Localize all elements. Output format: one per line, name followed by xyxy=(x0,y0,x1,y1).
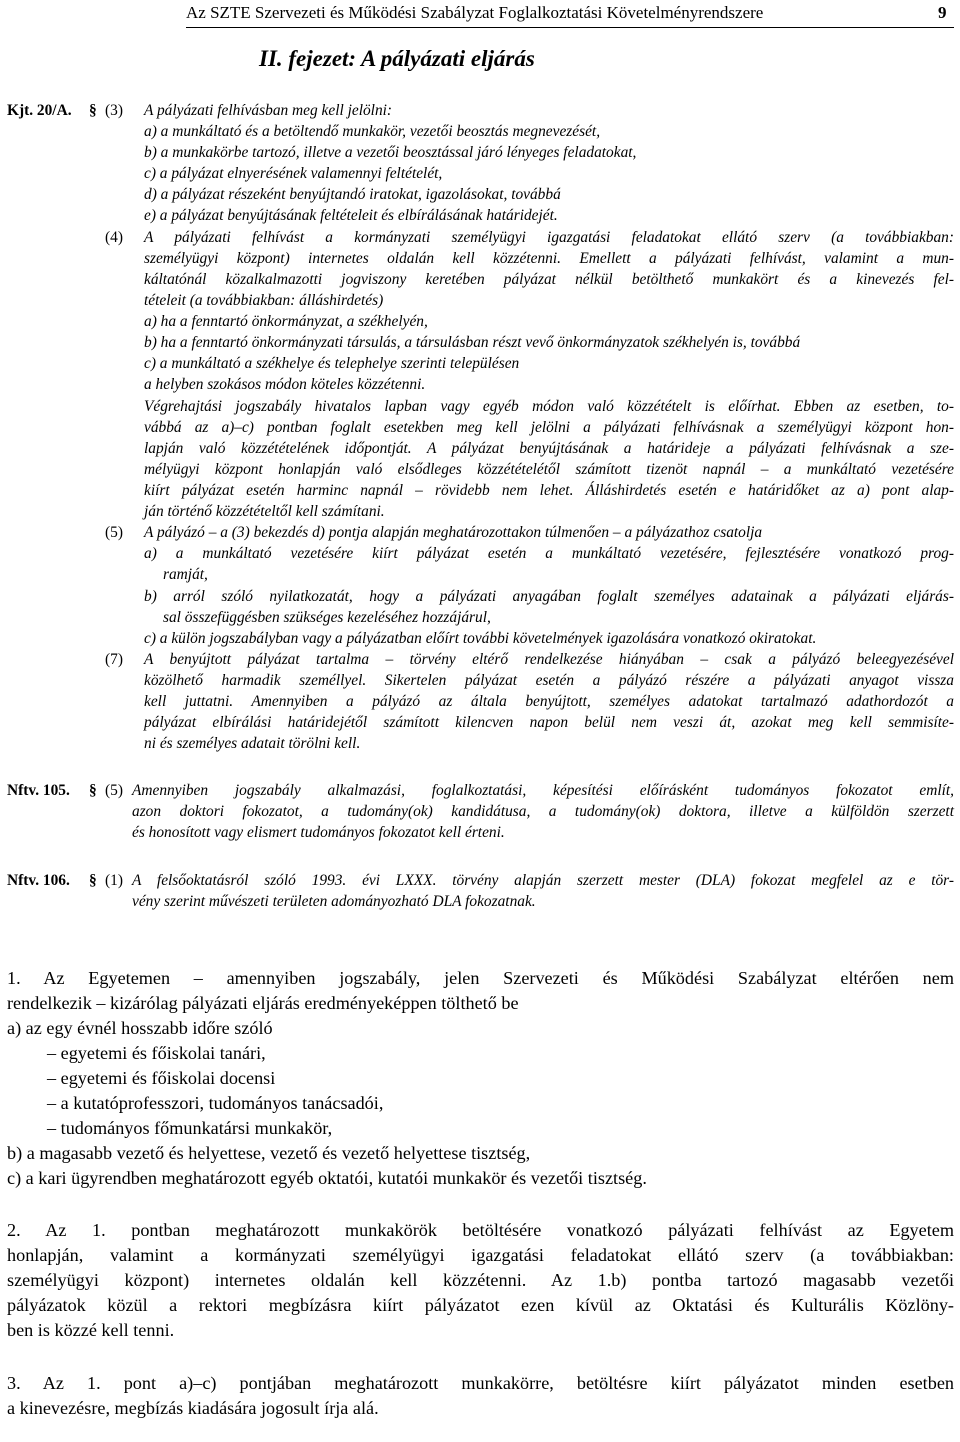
section-sign: § xyxy=(89,872,97,889)
paragraph-line: személyügyi központ) internetes oldalán kell közzétenni. Emellett a pályázati felhívást, valamint a mun- xyxy=(144,250,954,267)
paragraph-line: 2. Az 1. pontban meghatározott munkakörök betöltésére vonatkozó pályázati felhívást az Egyetem xyxy=(7,1220,954,1240)
paragraph-line: Végrehajtási jogszabály hivatalos lapban vagy egyéb módon való közzétételt is előírhat. Ebben az esetben, to- xyxy=(144,398,954,415)
list-item: a) a munkáltató vezetésére kiírt pályázat esetén a munkáltató vezetésére, fejlesztésére vonatkozó prog- xyxy=(144,545,954,562)
paragraph-line: A felsőoktatásról szóló 1993. évi LXXX. törvény alapján szerzett mester (DLA) fokozat megfelel az e tör- xyxy=(132,872,954,889)
paragraph-line: és honosított vagy elismert tudományos fokozatot kell érteni. xyxy=(132,824,505,841)
paragraph-number: (5) xyxy=(105,782,123,799)
list-item: e) a pályázat benyújtásának feltételeit és elbírálásának határidejét. xyxy=(144,207,558,224)
paragraph-number: (7) xyxy=(105,651,123,668)
paragraph-number: (3) xyxy=(105,102,123,119)
paragraph-line: közölhető harmadik személlyel. Sikertelen pályázat esetén a pályázó részére a pályázati anyagot vissza xyxy=(144,672,954,689)
paragraph-line: ni és személyes adatait törölni kell. xyxy=(144,735,361,752)
paragraph-line: személyügyi központ) internetes oldalán kell közzétenni. Az 1.b) pontba tartozó magasabb vezetői xyxy=(7,1270,954,1290)
list-item: b) ha a fenntartó önkormányzati társulás, a társulásban részt vevő önkormányzatok székhelyén is, továbbá xyxy=(144,334,801,351)
list-item: a) az egy évnél hosszabb időre szóló xyxy=(7,1018,273,1038)
list-item: c) a kari ügyrendben meghatározott egyéb oktatói, kutatói munkakör és vezetői tisztség. xyxy=(7,1168,647,1188)
list-item: c) a külön jogszabályban vagy a pályázatban előírt további követelmények igazolására vonatkozó okiratokat. xyxy=(144,630,817,647)
paragraph-line: kiírt pályázat esetén harminc napnál – rövidebb nem lehet. Álláshirdetés esetén e határidőket az a) pont alap- xyxy=(144,482,954,499)
paragraph-line: vábbá az a)–c) pontban foglalt esetekben meg kell jelölni a pályázati felhívásnak a személyügyi központ hon- xyxy=(144,419,954,436)
paragraph-line: A pályázati felhívásban meg kell jelölni: xyxy=(144,102,393,119)
list-item: d) a pályázat részeként benyújtandó iratokat, igazolásokat, továbbá xyxy=(144,186,561,203)
paragraph-line: A pályázó – a (3) bekezdés d) pontja alapján meghatározottakon túlmenően – a pályázathoz csatolja xyxy=(144,524,763,541)
list-item: b) arról szóló nyilatkozatát, hogy a pályázati anyagában foglalt személyes adatainak a pályázati eljárás- xyxy=(144,588,954,605)
paragraph-line: honlapján, valamint a kormányzati személyügyi igazgatási feladatokat ellátó szerv (a továbbiakban: xyxy=(7,1245,954,1265)
section-sign: § xyxy=(89,782,97,799)
paragraph-line: ben is közzé kell tenni. xyxy=(7,1320,175,1340)
dash-item: – a kutatóprofesszori, tudományos tanácsadói, xyxy=(47,1093,384,1113)
list-item: ramját, xyxy=(163,566,208,583)
list-item: a) a munkáltató és a betöltendő munkakör, vezetői beosztás megnevezését, xyxy=(144,123,601,140)
list-item: c) a pályázat elnyerésének valamennyi feltételét, xyxy=(144,165,443,182)
list-item: a) ha a fenntartó önkormányzat, a székhelyén, xyxy=(144,313,428,330)
nftv106-reference: Nftv. 106. xyxy=(7,872,70,889)
paragraph-line: azon doktori fokozatot, a tudomány(ok) kandidátusa, a tudomány(ok) doktora, illetve a külföldön szerzett xyxy=(132,803,954,820)
list-item: b) a magasabb vezető és helyettese, vezető és vezető helyettese tisztség, xyxy=(7,1143,531,1163)
dash-item: – tudományos főmunkatársi munkakör, xyxy=(47,1118,333,1138)
paragraph-line: rendelkezik – kizárólag pályázati eljárás eredményeképpen tölthető be xyxy=(7,993,519,1013)
paragraph-line: a kinevezésre, megbízás kiadására jogosult írja alá. xyxy=(7,1398,379,1418)
paragraph-number: (4) xyxy=(105,229,123,246)
paragraph-line: A pályázati felhívást a kormányzati személyügyi igazgatási feladatokat ellátó szerv (a továbbiakban: xyxy=(144,229,954,246)
dash-item: – egyetemi és főiskolai docensi xyxy=(47,1068,276,1088)
paragraph-line: mélyügyi központ honlapján való elsődleges közzétételétől számított tizenöt napnál – a munkáltató vezetésére xyxy=(144,461,954,478)
paragraph-line: a helyben szokásos módon köteles közzétenni. xyxy=(144,376,426,393)
list-item: b) a munkakörbe tartozó, illetve a vezetői beosztással járó lényeges feladatokat, xyxy=(144,144,637,161)
paragraph-line: vény szerint művészeti területen adományozható DLA fokozatnak. xyxy=(132,893,536,910)
paragraph-line: lapján való közzétételének időpontját. A pályázat benyújtásának a határideje a pályázati felhívásnak a sze- xyxy=(144,440,954,457)
page-header xyxy=(0,0,960,36)
kjt-reference: Kjt. 20/A. xyxy=(7,102,72,119)
paragraph-line: 3. Az 1. pont a)–c) pontjában meghatározott munkakörre, betöltésre kiírt pályázatot minden esetben xyxy=(7,1373,954,1393)
paragraph-number: (5) xyxy=(105,524,123,541)
paragraph-number: (1) xyxy=(105,872,123,889)
paragraph-line: káltatónál közalkalmazotti jogviszony keretében pályázat nélkül betölthető munkakört és a kinevezés fel- xyxy=(144,271,954,288)
page-number: 9 xyxy=(938,3,947,22)
paragraph-line: Amennyiben jogszabály alkalmazási, foglalkoztatási, képesítési előírásként tudományos fokozatot említ, xyxy=(132,782,954,799)
paragraph-line: 1. Az Egyetemen – amennyiben jogszabály, jelen Szervezeti és Működési Szabályzat eltérően nem xyxy=(7,968,954,988)
header-title: Az SZTE Szervezeti és Működési Szabályzat Foglalkoztatási Követelményrendszere xyxy=(186,3,764,22)
chapter-title: II. fejezet: A pályázati eljárás xyxy=(259,46,535,71)
list-item: c) a munkáltató a székhelye és telephelye szerinti településen xyxy=(144,355,520,372)
nftv105-reference: Nftv. 105. xyxy=(7,782,70,799)
paragraph-line: pályázatok közül a rektori megbízásra kiírt pályázatot ezen kívül az Oktatási és Kulturális Közlöny- xyxy=(7,1295,954,1315)
paragraph-line: ján történő közzétételtől kell számítani. xyxy=(144,503,385,520)
header-rule xyxy=(186,27,954,28)
section-sign: § xyxy=(89,102,97,119)
list-item: sal összefüggésben szükséges kezeléséhez hozzájárul, xyxy=(163,609,491,626)
paragraph-line: tételeit (a továbbiakban: álláshirdetés) xyxy=(144,292,384,309)
paragraph-line: kell juttatni. Amennyiben a pályázó az általa benyújtott, személyes adatokat tartalmazó adathordozót a xyxy=(144,693,954,710)
paragraph-line: pályázat elbírálási határidejétől számított kilencven napon belül nem veszi át, azokat meg kell semmisíte- xyxy=(144,714,954,731)
paragraph-line: A benyújtott pályázat tartalma – törvény eltérő rendelkezése hiányában – csak a pályázó beleegyezésével xyxy=(144,651,954,668)
dash-item: – egyetemi és főiskolai tanári, xyxy=(47,1043,266,1063)
